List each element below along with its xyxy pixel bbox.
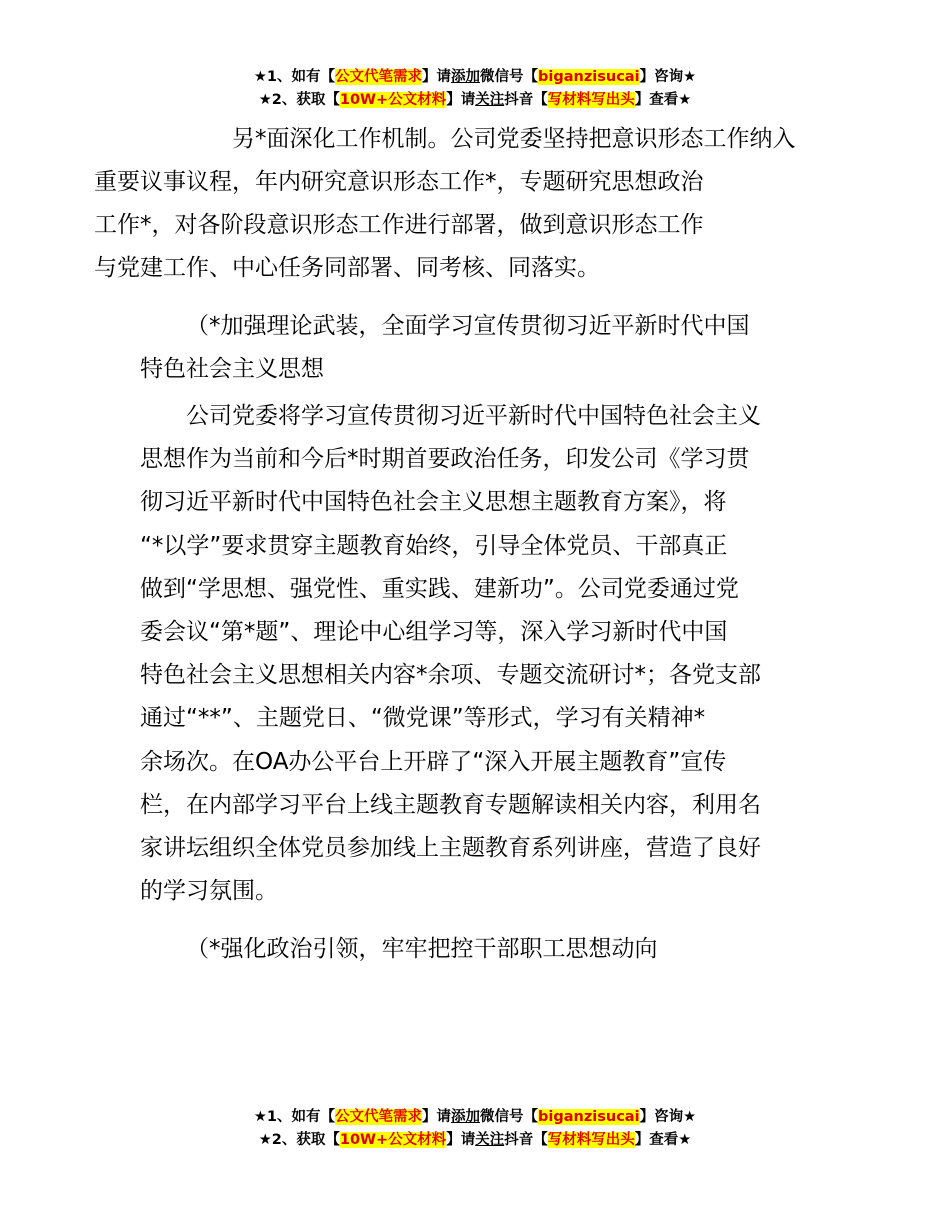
promo-text: ★1、如有【 — [253, 69, 336, 85]
text-line: 另*面深化工作机制。公司党委坚持把意识形态工作纳入 — [232, 126, 796, 152]
promo-highlight: biganzisucai — [538, 1109, 640, 1125]
text-line: 与党建工作、中心任务同部署、同考核、同落实。 — [94, 255, 600, 281]
promo-highlight: 公文代笔需求 — [335, 69, 423, 85]
promo-highlight: 公文代笔需求 — [335, 1109, 423, 1125]
promo-text: ★2、获取【 — [258, 92, 340, 108]
text-line: 委会议“第*题”、理论中心组学习等，深入学习新时代中国 — [140, 619, 728, 646]
text-line: （*强化政治引领，牢牢把控干部职工思想动向 — [186, 936, 658, 962]
promo-underline: 添加 — [451, 1109, 481, 1125]
text-line: （*加强理论武装，全面学习宣传贯彻习近平新时代中国 — [186, 313, 750, 339]
promo-text: 】咨询★ — [639, 1109, 697, 1125]
text-line: 特色社会主义思想相关内容*余项、专题交流研讨*；各党支部 — [140, 662, 761, 689]
promo-text: ★2、获取【 — [258, 1132, 340, 1148]
text-line: 做到“学思想、强党性、重实践、建新功”。公司党委通过党 — [140, 575, 739, 602]
paragraph-3 — [140, 395, 820, 913]
promo-text: 抖音【 — [504, 1132, 548, 1148]
promo-highlight: 10W+公文材料 — [339, 92, 447, 108]
promo-line-2 — [0, 1129, 950, 1152]
promo-highlight: biganzisucai — [538, 69, 640, 85]
document-body — [94, 118, 820, 290]
header-promo-banner — [0, 66, 950, 112]
text-line: 重要议事议程，年内研究意识形态工作*，专题研究思想政治 — [94, 169, 704, 195]
section-heading-2 — [140, 305, 820, 391]
paragraph-1 — [94, 118, 820, 290]
promo-text: 】查看★ — [634, 1132, 692, 1148]
promo-text: 抖音【 — [504, 92, 548, 108]
text-line: 家讲坛组织全体党员参加线上主题教育系列讲座，营造了良好 — [140, 835, 761, 862]
promo-text: 】查看★ — [634, 92, 692, 108]
promo-underline: 关注 — [475, 92, 505, 108]
promo-line-2 — [0, 89, 950, 112]
promo-highlight: 10W+公文材料 — [339, 1132, 447, 1148]
text-line: 彻习近平新时代中国特色社会主义思想主题教育方案》，将 — [140, 489, 727, 516]
promo-text: 】请 — [446, 92, 476, 108]
text-line: “*以学”要求贯穿主题教育始终，引导全体党员、干部真正 — [140, 532, 728, 559]
promo-text: 微信号【 — [480, 69, 539, 85]
text-line: 特色社会主义思想 — [140, 356, 324, 382]
footer-promo-banner — [0, 1106, 950, 1152]
promo-line-1 — [0, 1106, 950, 1129]
text-line: 通过“**”、主题党日、“微党课”等形式，学习有关精神* — [140, 705, 706, 732]
promo-highlight: 写材料写出头 — [547, 92, 635, 108]
promo-text: ★1、如有【 — [253, 1109, 336, 1125]
promo-line-1 — [0, 66, 950, 89]
text-line: 余场次。在OA办公平台上开辟了“深入开展主题教育”宣传 — [140, 748, 727, 775]
text-line: 思想作为当前和今后*时期首要政治任务，印发公司《学习贯 — [140, 446, 750, 473]
promo-text: 】咨询★ — [639, 69, 697, 85]
promo-highlight: 写材料写出头 — [547, 1132, 635, 1148]
promo-text: 】请 — [422, 1109, 452, 1125]
promo-underline: 关注 — [475, 1132, 505, 1148]
promo-text: 】请 — [446, 1132, 476, 1148]
promo-underline: 添加 — [451, 69, 481, 85]
promo-text: 微信号【 — [480, 1109, 539, 1125]
promo-text: 】请 — [422, 69, 452, 85]
text-line: 栏，在内部学习平台上线主题教育专题解读相关内容，利用名 — [140, 791, 761, 818]
text-line: 的学习氛围。 — [140, 878, 278, 905]
section-heading-4 — [140, 928, 820, 971]
text-line: 公司党委将学习宣传贯彻习近平新时代中国特色社会主义 — [186, 403, 761, 429]
text-line: 工作*，对各阶段意识形态工作进行部署，做到意识形态工作 — [94, 212, 704, 238]
